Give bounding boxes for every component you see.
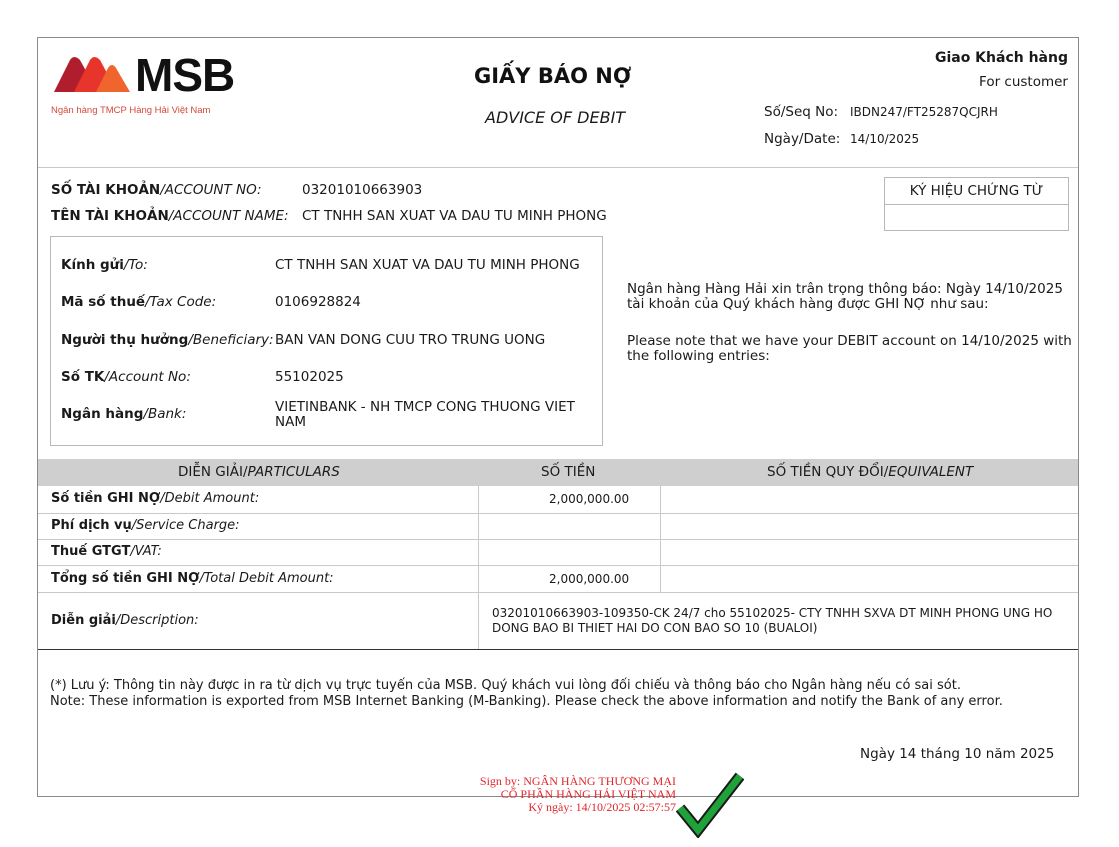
to-label: Kính gửi/To: — [61, 257, 148, 273]
tax-code-label: Mã số thuế/Tax Code: — [61, 294, 217, 310]
note-en: Note: These information is exported from MSB Internet Banking (M-Banking). Please check the above information and notify the Bank of any error. — [50, 694, 1003, 709]
seq-label: Số/Seq No: — [764, 104, 839, 120]
table-header — [38, 459, 1078, 486]
date-value: 14/10/2025 — [850, 132, 920, 146]
table-row: Số tiền GHI NỢ/Debit Amount: 2,000,000.00 — [38, 486, 1078, 514]
total-debit-amount: 2,000,000.00 — [549, 572, 630, 586]
verified-check-icon — [676, 770, 744, 838]
notice-en-line2: the following entries: — [627, 348, 770, 364]
date-label: Ngày/Date: — [764, 131, 841, 147]
column-divider — [660, 486, 661, 592]
copy-label: Giao Khách hàng — [934, 50, 1068, 66]
description-row: Diễn giải/Description: 03201010663903-109350-CK 24/7 cho 55102025- CTY TNHH SXVA DT MINH PHONG UNG HO DONG BAO BI THIET HAI DO CON BAO SO 10 (BUALOI) — [38, 592, 1078, 650]
beneficiary-account-label: Số TK/Account No: — [61, 369, 191, 385]
tax-code-value: 0106928824 — [275, 294, 361, 310]
account-name-label: TÊN TÀI KHOẢN/ACCOUNT NAME: — [51, 208, 289, 224]
copy-label-en: For customer — [979, 74, 1068, 90]
logo-text: MSB — [135, 49, 235, 101]
to-value: CT TNHH SAN XUAT VA DAU TU MINH PHONG — [275, 257, 580, 273]
signature-line2: CỔ PHẦN HÀNG HẢI VIỆT NAM — [500, 787, 676, 801]
issue-date: Ngày 14 tháng 10 năm 2025 — [860, 746, 1055, 762]
description-line2: DONG BAO BI THIET HAI DO CON BAO SO 10 (BUALOI) — [492, 621, 818, 635]
bank-value-line1: VIETINBANK - NH TMCP CONG THUONG VIET — [275, 399, 575, 415]
column-divider — [478, 486, 479, 649]
table-row: Phí dịch vụ/Service Charge: — [38, 513, 1078, 540]
beneficiary-account-value: 55102025 — [275, 369, 344, 385]
bank-value-line2: NAM — [275, 414, 306, 430]
beneficiary-label: Người thụ hưởng/Beneficiary: — [61, 332, 274, 348]
notice-en-line1: Please note that we have your DEBIT account on 14/10/2025 with — [627, 333, 1072, 349]
description-line1: 03201010663903-109350-CK 24/7 cho 55102025- CTY TNHH SXVA DT MINH PHONG UNG HO — [492, 606, 1053, 620]
header-equivalent: SỐ TIỀN QUY ĐỔI/EQUIVALENT — [767, 464, 974, 480]
voucher-symbol-box — [884, 177, 1069, 231]
account-no-value: 03201010663903 — [302, 182, 423, 198]
notice-vi-line1: Ngân hàng Hàng Hải xin trân trọng thông báo: Ngày 14/10/2025 — [627, 281, 1063, 297]
seq-value: IBDN247/FT25287QCJRH — [850, 105, 998, 119]
header-divider — [38, 167, 1078, 168]
table-row: Tổng số tiền GHI NỢ/Total Debit Amount: 2,000,000.00 — [38, 565, 1078, 593]
account-no-label: SỐ TÀI KHOẢN/ACCOUNT NO: — [51, 182, 262, 198]
account-name-value: CT TNHH SAN XUAT VA DAU TU MINH PHONG — [302, 208, 607, 224]
voucher-symbol-label: KÝ HIỆU CHỨNG TỪ — [909, 183, 1044, 199]
note-vi: (*) Lưu ý: Thông tin này được in ra từ dịch vụ trực tuyến của MSB. Quý khách vui lòng đối chiếu và thông báo cho Ngân hàng nếu có sai sót. — [50, 678, 961, 693]
signature-line1: Sign by: NGÂN HÀNG THƯƠNG MẠI — [479, 774, 676, 788]
bank-label: Ngân hàng/Bank: — [61, 406, 187, 422]
notice-vi-line2: tài khoản của Quý khách hàng được GHI NỢ như sau: — [627, 296, 989, 312]
msb-logo-icon — [52, 52, 132, 98]
voucher-symbol-divider — [885, 204, 1068, 205]
logo-subtitle: Ngân hàng TMCP Hàng Hải Việt Nam — [51, 105, 211, 116]
document-subtitle: ADVICE OF DEBIT — [485, 108, 626, 127]
beneficiary-value: BAN VAN DONG CUU TRO TRUNG UONG — [275, 332, 546, 348]
signature-line3: Ký ngày: 14/10/2025 02:57:57 — [528, 800, 676, 814]
table-row: Thuế GTGT/VAT: — [38, 539, 1078, 566]
header-particulars: DIỄN GIẢI/PARTICULARS — [178, 464, 340, 480]
debit-amount: 2,000,000.00 — [549, 492, 630, 506]
header-amount: SỐ TIỀN — [541, 464, 596, 480]
document-title: GIẤY BÁO NỢ — [474, 64, 632, 88]
